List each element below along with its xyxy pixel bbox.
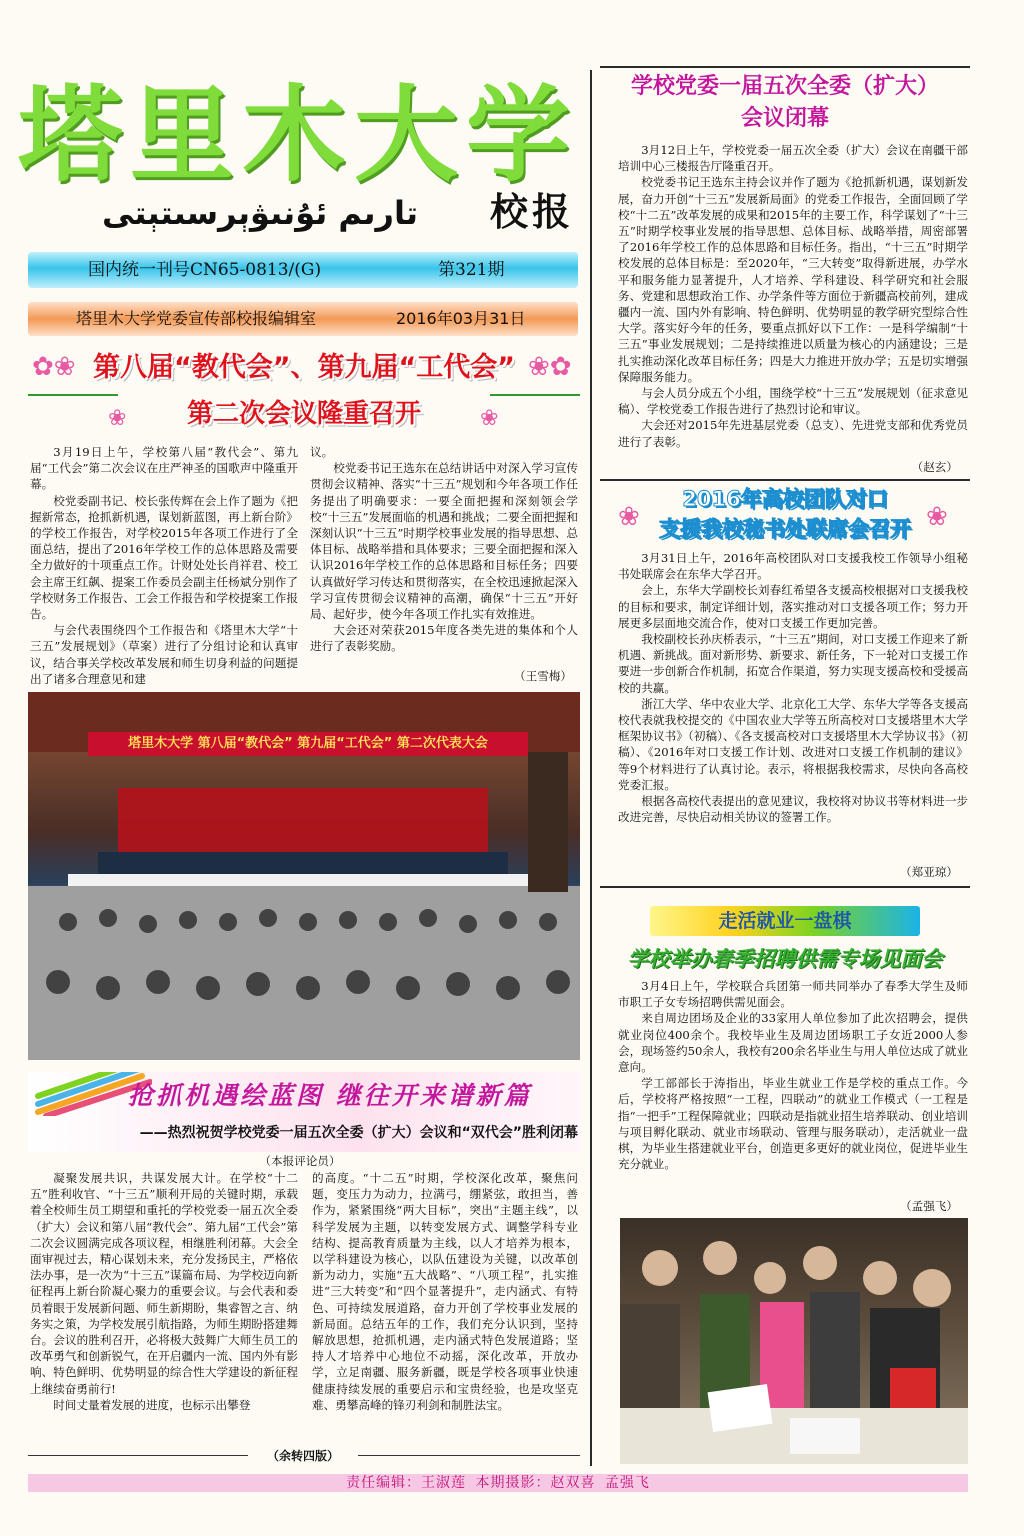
article1-col2: 议。 校党委书记王选东在总结讲话中对深入学习宣传贯彻会议精神、落实“十三五”规划和今年各项工作任务提出了明确要求：一要全面把握和深刻领会学校“十三五”发展面临的机遇和挑战；二要全面把握和深刻认识“十三五”时期学校事业发展的指导思想、总体目标、战略举措和具体要求；三要全面把握和深入认识2016年学校工作的总体思路和目标任务；四要认真做好学习传达和贯彻落实，在全校迅速掀起深入学习宣传贯彻会议精神的高潮，确保“十三五”开好局、起好步，使今年各项工作扎实有效推进。 大会还对荣获2015年度各类先进的集体和个人进行了表彰奖励。 [310,445,578,654]
article3-author: （赵玄） [911,460,958,474]
article3-body: 3月12日上午，学校党委一届五次全委（扩大）会议在南疆干部培训中心三楼报告厅隆重召开。 校党委书记王选东主持会议并作了题为《抢抓新机遇，谋划新发展，奋力开创“十三五”发展新局面》的党委工作报告，全面回顾了学校“十二五”改革发展的成果和2015年的主要工作，科学谋划了“十三五”时期学校事业发展的指导思想、总体目标、战略举措，周密部署了2016年学校工作的总体思路和目标任务。指出，“十三五”时期学校发展的总体目标是：至2020年，“三大转变”取得新进展，办学水平和服务能力显著提升，人才培养、学科建设、科学研究和社会服务、党建和思想政治工作、办学条件等方面位于新疆高校前列，建成疆内一流、国内外有影响、特色鲜明、优势明显的教学研究型综合性大学。落实好今年的任务，要重点抓好以下工作：一是科学编制“十三五”事业发展规划；二是持续推进以质量为核心的内涵建设；三是扎实推动深化改革目标任务；四是大力推进开放办学；五是切实增强保障服务能力。 与会人员分成五个小组，围绕学校“十三五”发展规划（征求意见稿）、学校党委工作报告进行了热烈讨论和审议。 大会还对2015年先进基层党委（总支）、先进党支部和优秀党员进行了表彰。 [618,143,968,448]
article3-title-line1: 学校党委一届五次全委（扩大） [630,74,939,99]
issue-number: 第321期 [438,260,505,280]
article2-col1: 凝聚发展共识，共谋发展大计。在学校“十二五”胜利收官、“十三五”顺利开局的关键时期，承载着全校师生员工期望和重托的学校党委一届五次全委（扩大）会议和第八届“教代会”、第九届“工代会”第二次会议圆满完成各项议程，相继胜利闭幕。大会全面审视过去，精心谋划未来，充分发扬民主，严格依法办事，是一次为“十三五”谋篇布局、为学校迈向新征程再上新台阶凝心聚力的重要会议。与会代表和委员着眼于发展新问题、师生新期盼，集睿智之言、纳务实之策，为学校发展引航指路，为师生期盼搭建舞台。会议的胜利召开，必将极大鼓舞广大师生员工的改革勇气和创新锐气，在开启疆内一流、国内外有影响、特色鲜明、优势明显的综合性大学建设的新征程上继续奋勇前行! 时间丈量着发展的进度，也标示出攀登 [30,1171,298,1412]
continued-note: （余转四版） [248,1447,358,1465]
issue-code: 国内统一刊号CN65-0813/(G) [88,260,322,280]
article2-header [28,1072,580,1152]
masthead-title: 塔里木大学 [18,74,579,196]
article2-source: （本报评论员） [259,1154,341,1168]
article4-author: （郑亚琼） [900,865,958,879]
editor-band [28,302,578,336]
article5-author: （孟强飞） [900,1199,958,1213]
article5-title: 学校举办春季招聘供需专场见面会 [627,947,943,971]
article2-col2: 的高度。“十二五”时期，学校深化改革，聚焦问题，变压力为动力，拉满弓，绷紧弦，敢担当，善作为，紧紧围绕“两大目标”，突出“主题主线”，以科学发展为主题，以转变发展方式、调整学科专业结构、提高教育质量为主线，以人才培养为根本，以学科建设为核心，以队伍建设为关键，以改革创新为动力，实施“五大战略”、“八项工程”，扎实推进“三大转变”和“四个显著提升”，走内涵式、有特色、可持续发展道路，奋力开创了学校事业发展的新局面。总结五年的工作，我们充分认识到，坚持解放思想，抢抓机遇，走内涵式特色发展道路；坚持人才培养中心地位不动摇，深化改革，开放办学，立足南疆、服务新疆，既是学校各项事业快速健康持续发展的重要启示和宝贵经验，也是攻坚克难、勇攀高峰的锋刃利剑和制胜法宝。 [312,1171,578,1412]
article2-title: 抢抓机遇绘蓝图 继往开来谱新篇 [128,1081,532,1110]
photo-banner: 塔里木大学 第八届“教代会” 第九届“工代会” 第二次代表大会 [128,736,488,751]
article1-header [28,346,580,442]
article4-body: 3月31日上午，2016年高校团队对口支援我校工作领导小组秘书处联席会在东华大学召开。 会上，东华大学副校长刘春红希望各支援高校根据对口支援我校的目标和要求，制定详细计划，落实推动对口支援各项工作；努力开展更多层面地交流合作，使对口支援工作更加完善。 我校副校长孙庆桥表示，“十三五”期间，对口支援工作迎来了新机遇、新挑战。面对新形势、新要求、新任务，下一轮对口支援工作要进一步创新合作机制，拓宽合作渠道，努力实现支援高校和受援高校的共赢。 浙江大学、华中农业大学、北京化工大学、东华大学等各支援高校代表就我校提交的《中国农业大学等五所高校对口支援塔里木大学框架协议书》（初稿）、《各支援高校对口支援塔里木大学协议书》（初稿）、《2016年对口支援工作计划、改进对口支援工作机制的建议》等9个材料进行了认真讨论。表示，将根据我校需求，尽快向各高校党委汇报。 根据各高校代表提出的意见建议，我校将对协议书等材料进一步改进完善，尽快启动相关协议的签署工作。 [618,551,968,825]
job-fair-photo [620,1218,968,1464]
flower-icon: ❀ [108,406,127,431]
article5-body: 3月4日上午，学校联合兵团第一师共同举办了春季大学生及师市职工子女专场招聘供需见面会。 来自周边团场及企业的33家用人单位参加了此次招聘会，提供就业岗位400余个。我校毕业生及周边团场职工子女近2000人参会，现场签约50余人，我校有200余名毕业生与用人单位达成了就业意向。 学工部部长于涛指出，毕业生就业工作是学校的重点工作。今后，学校将严格按照“一工程，四联动”的就业工作模式（一工程是指“一把手”工程保障就业；四联动是指就业招生培养联动、创业培训与项目孵化联动、就业市场联动、管理与服务联动），走活就业一盘棋，为毕业生搭建就业平台，创造更多更好的就业岗位，促进毕业生充分就业。 [618,979,968,1172]
article5-kicker: 走活就业一盘棋 [718,910,852,932]
flower-icon: ❀ [618,502,640,532]
article2-subtitle: ——热烈祝贺学校党委一届五次全委（扩大）会议和“双代会”胜利闭幕 [139,1125,578,1141]
article5-kicker-band [650,906,920,936]
article1-title-line1: 第八届“教代会”、第九届“工代会” [93,352,515,383]
masthead-uyghur: تارىم ئۇنىۋېرسىتېتى [102,194,418,232]
article3-title-line2: 会议闭幕 [740,106,829,131]
section-rule [600,886,970,888]
article1-col1: 3月19日上午，学校第八届“教代会”、第九届“工代会”第二次会议在庄严神圣的国歌声中隆重开幕。 校党委副书记、校长张传辉在会上作了题为《把握新常态，抢抓新机遇，谋划新蓝图，再上新台阶》的学校工作报告，对学校2015年各项工作进行了全面总结，提出了2016年学校工作的总体思路及需要全力做好的十项重点工作。计财处处长肖祥君、校工会主席王红飙、提案工作委员会副主任杨斌分别作了学校财务工作报告、工会工作报告和学校提案工作报告。 与会代表围绕四个工作报告和《塔里木大学“十三五”发展规划》（草案）进行了分组讨论和认真审议，结合事关学校改革发展和师生切身利益的问题提出了诸多合理意见和建 [30,445,298,686]
article1-author: （王雪梅） [514,669,572,683]
flower-icon: ✿❀ [32,352,76,382]
credits-footer: 责任编辑：王淑莲 本期摄影：赵双喜 孟强飞 [28,1474,968,1492]
masthead-subtitle: 校报 [490,190,575,234]
job-fair-scene [620,1218,968,1464]
article4-header [600,482,970,548]
article4-title-line2: 支援我校秘书处联席会召开 [659,517,911,541]
flower-icon: ❀ [926,502,948,532]
flower-icon: ❀✿ [528,352,572,382]
issue-band [28,252,578,288]
flower-icon: ❀ [480,406,499,431]
top-rule [600,66,970,68]
article1-title-line2: 第二次会议隆重召开 [186,399,421,429]
column-divider [590,70,592,1466]
conference-photo [28,692,580,1060]
section-rule [600,479,970,481]
issue-date: 2016年03月31日 [396,309,526,328]
editor-office: 塔里木大学党委宣传部校报编辑室 [76,309,317,328]
article4-title-line1: 2016年高校团队对口 [682,487,888,511]
